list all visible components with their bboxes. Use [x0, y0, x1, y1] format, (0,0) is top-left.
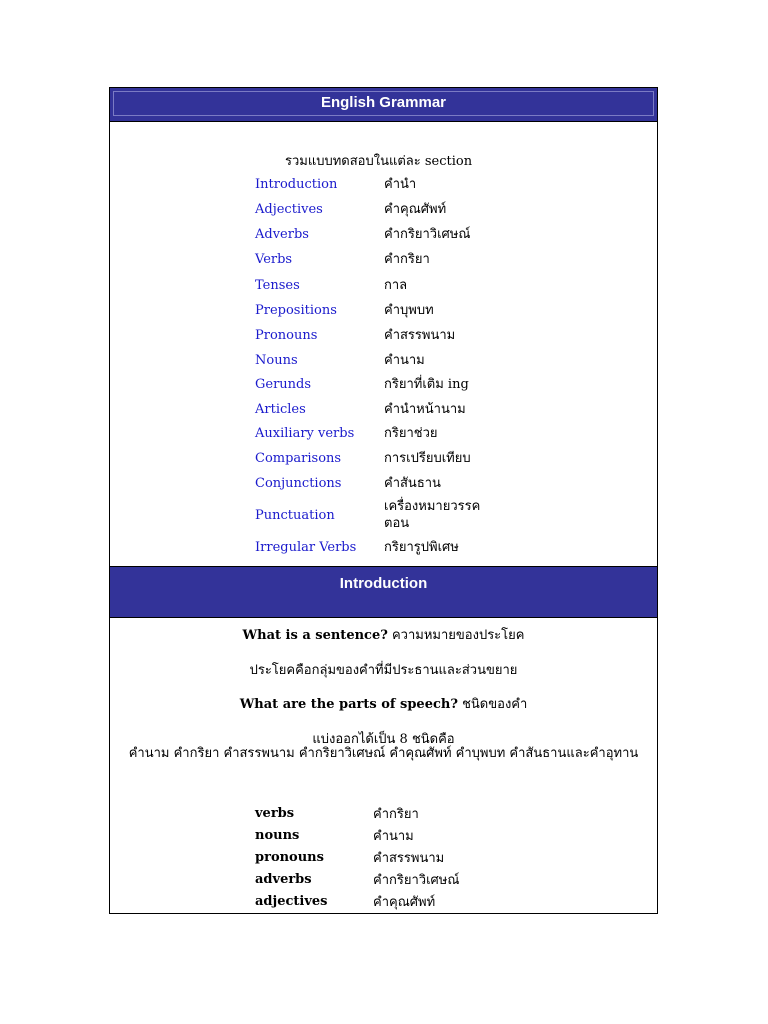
- toc-link-gerunds[interactable]: Gerunds: [255, 377, 312, 392]
- toc-thai: เครื่องหมายวรรคตอน: [384, 499, 481, 531]
- question-sentence: [110, 624, 657, 645]
- toc-link-adjectives[interactable]: Adjectives: [255, 202, 323, 217]
- toc-thai: คำนาม: [384, 352, 425, 368]
- toc-thai: คำคุณศัพท์: [384, 202, 447, 217]
- part-en: nouns: [255, 827, 300, 843]
- table-row: [255, 802, 459, 824]
- toc-list: [255, 172, 515, 559]
- intro-line: รวมแบบทดสอบในแต่ละ section: [285, 154, 473, 169]
- toc-row: [255, 372, 515, 397]
- toc-row: [255, 446, 515, 471]
- question-en: What are the parts of speech?: [239, 697, 458, 712]
- section-header-bar: [110, 566, 657, 618]
- table-row: [255, 868, 459, 890]
- part-en: adverbs: [255, 871, 312, 887]
- toc-row: [255, 323, 515, 348]
- toc-row: [255, 222, 515, 247]
- question-parts-of-speech: [110, 693, 657, 714]
- toc-thai: คำนำหน้านาม: [384, 401, 466, 417]
- part-en: adjectives: [255, 893, 328, 909]
- part-th: คำนาม: [373, 828, 414, 844]
- toc-row: [255, 397, 515, 421]
- toc-link-adverbs[interactable]: Adverbs: [255, 227, 309, 242]
- header-bar: [110, 88, 657, 122]
- answer-parts-line1: แบ่งออกได้เป็น 8 ชนิดคือ: [312, 732, 455, 747]
- toc-link-punctuation[interactable]: Punctuation: [255, 507, 335, 523]
- toc-thai: คำกริยา: [384, 252, 430, 267]
- question-th: ความหมายของประโยค: [391, 628, 525, 643]
- toc-row: [255, 471, 515, 495]
- toc-row: [255, 298, 515, 323]
- toc-thai: กริยารูปพิเศษ: [384, 539, 459, 555]
- toc-link-nouns[interactable]: Nouns: [255, 352, 298, 368]
- toc-row: [255, 172, 515, 197]
- toc-thai: คำบุพบท: [384, 303, 434, 318]
- toc-row: [255, 247, 515, 272]
- table-row: [255, 846, 459, 868]
- toc-row: [255, 495, 515, 535]
- toc-link-tenses[interactable]: Tenses: [255, 277, 300, 293]
- part-en: verbs: [255, 805, 295, 821]
- toc-link-auxiliary-verbs[interactable]: Auxiliary verbs: [255, 426, 355, 441]
- part-th: คำกริยา: [373, 806, 419, 822]
- toc-thai: คำสรรพนาม: [384, 328, 456, 343]
- question-th: ชนิดของคำ: [462, 697, 528, 712]
- toc-thai: กริยาช่วย: [384, 426, 438, 441]
- toc-thai: กริยาที่เติม ing: [384, 377, 469, 392]
- part-th: คำสรรพนาม: [373, 850, 445, 866]
- toc-thai: การเปรียบเทียบ: [384, 451, 471, 466]
- toc-row: [255, 421, 515, 446]
- toc-link-irregular-verbs[interactable]: Irregular Verbs: [255, 539, 357, 555]
- answer-parts-line2: คำนาม คำกริยา คำสรรพนาม คำกริยาวิเศษณ์ คำคุณศัพท์ คำบุพบท คำสันธานและคำอุทาน: [128, 746, 639, 761]
- toc-row: [255, 348, 515, 372]
- section-title: Introduction: [339, 575, 428, 592]
- answer-sentence: ประโยคคือกลุ่มของคำที่มีประธานและส่วนขยาย: [249, 663, 518, 678]
- grammar-panel: [109, 87, 658, 914]
- toc-link-comparisons[interactable]: Comparisons: [255, 451, 342, 466]
- toc-link-conjunctions[interactable]: Conjunctions: [255, 475, 342, 491]
- toc-thai: คำสันธาน: [384, 475, 441, 491]
- part-th: คำคุณศัพท์: [373, 894, 436, 910]
- question-en: What is a sentence?: [242, 628, 388, 643]
- toc-thai: คำนำ: [384, 177, 417, 192]
- part-en: pronouns: [255, 849, 324, 865]
- toc-link-pronouns[interactable]: Pronouns: [255, 328, 318, 343]
- table-row: [255, 824, 459, 846]
- toc-thai: กาล: [384, 277, 408, 293]
- toc-row: [255, 272, 515, 298]
- toc-link-verbs[interactable]: Verbs: [255, 252, 293, 267]
- toc-thai: คำกริยาวิเศษณ์: [384, 227, 471, 242]
- toc-row: [255, 197, 515, 222]
- part-th: คำกริยาวิเศษณ์: [373, 872, 460, 888]
- toc-link-prepositions[interactable]: Prepositions: [255, 303, 337, 318]
- toc-link-articles[interactable]: Articles: [255, 401, 306, 417]
- table-row: [255, 890, 459, 912]
- toc-row: [255, 535, 515, 559]
- toc-link-introduction[interactable]: Introduction: [255, 177, 338, 192]
- parts-of-speech-table: [255, 802, 459, 912]
- page-title: English Grammar: [320, 94, 447, 111]
